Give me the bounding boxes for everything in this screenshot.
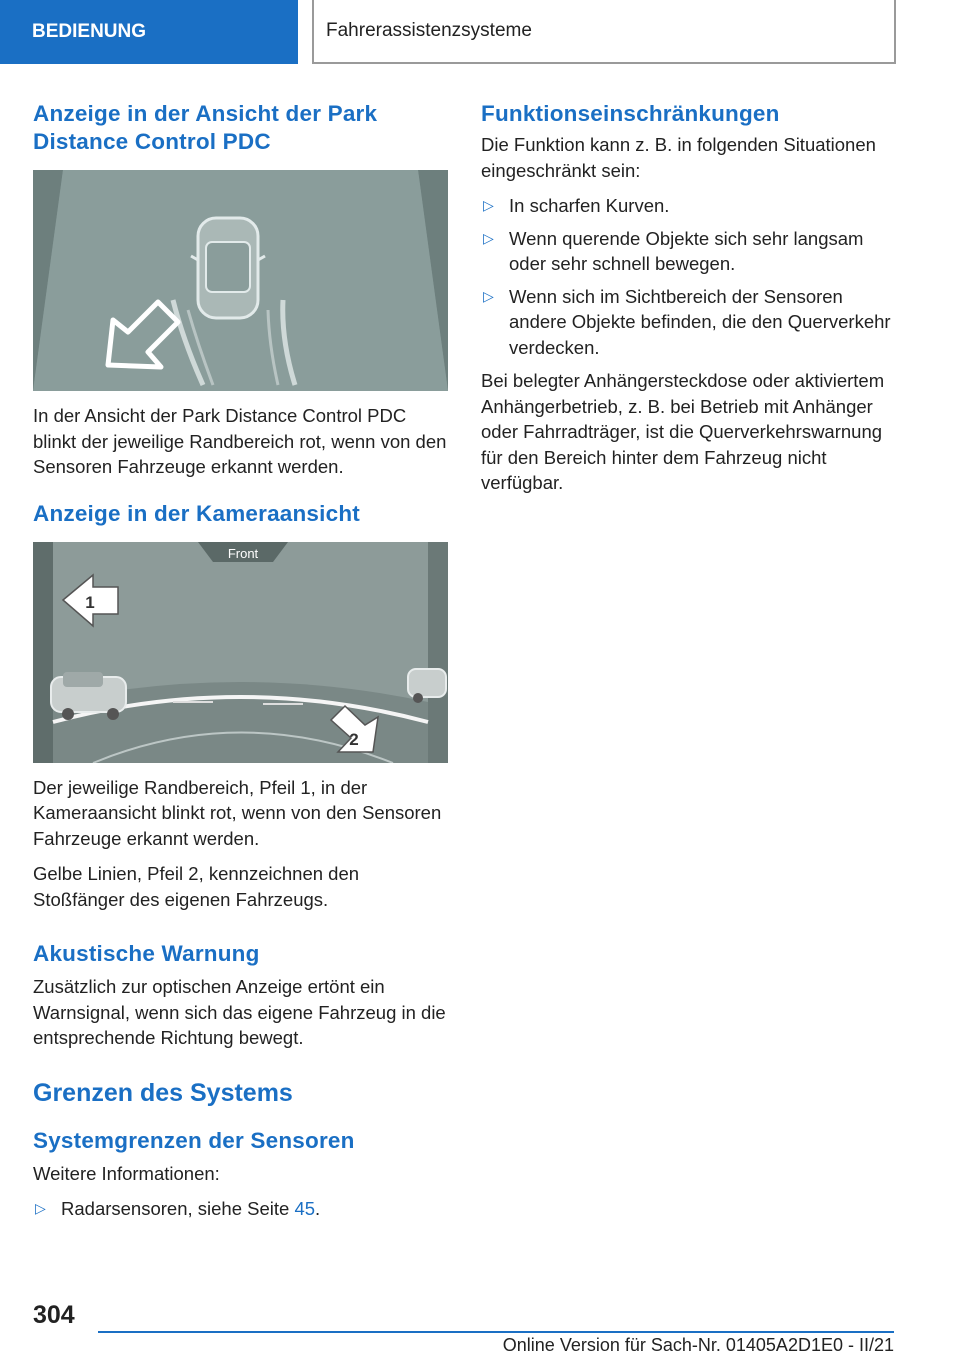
triangle-right-icon: ▷	[483, 197, 494, 213]
list-item	[481, 226, 901, 277]
page-number: 304	[33, 1301, 75, 1329]
chapter-label: Fahrerassistenzsysteme	[326, 20, 532, 41]
paragraph-acoustic: Zusätzlich zur optischen Anzeige ertönt ein Warnsignal, wenn sich das eigene Fahrzeug in die entsprechende Richtung bewegt.	[33, 976, 446, 1048]
bullet-radar-text: Radarsensoren, siehe Seite	[61, 1198, 295, 1219]
car-top-icon	[191, 218, 265, 318]
chapter-header	[312, 0, 896, 64]
heading-pdc-view: Anzeige in der Ansicht der Park Distance Control PDC	[33, 101, 378, 154]
arrow-1-label: 1	[85, 592, 95, 612]
triangle-right-icon: ▷	[35, 1200, 46, 1216]
front-label: Front	[227, 545, 259, 561]
paragraph-trailer: Bei belegter Anhängersteckdose oder aktiviertem Anhängerbetrieb, z. B. bei Betrieb mit Anhänger oder Fahrradträger, ist die Querverkehrswarnung für den Bereich hinter dem Fahrzeug nicht verfügbar.	[481, 370, 885, 493]
arrow-2-label: 2	[349, 729, 359, 749]
heading-function-restrictions: Funktionseinschränkungen	[481, 101, 780, 126]
section-tab	[0, 0, 298, 64]
car-left-icon	[51, 672, 126, 720]
bullet-text: Wenn sich im Sichtbereich der Sensoren andere Objekte befinden, die den Querverkehr verdecken.	[509, 285, 891, 358]
camera-view-illustration	[33, 542, 448, 763]
restrictions-bullet-list	[481, 193, 901, 360]
paragraph-camera-1: Der jeweilige Randbereich, Pfeil 1, in der Kameraansicht blinkt rot, wenn von den Sensoren Fahrzeuge erkannt werden.	[33, 776, 442, 849]
paragraph-more-info: Weitere Informationen:	[33, 1162, 220, 1184]
heading-system-limits: Grenzen des Systems	[33, 1078, 293, 1107]
paragraph-pdc-view: In der Ansicht der Park Distance Control PDC blinkt der jeweilige Randbereich rot, wenn von den Sensoren Fahrzeuge erkannt werden.	[33, 405, 447, 477]
bullet-text: Wenn querende Objekte sich sehr langsam oder sehr schnell bewegen.	[509, 227, 864, 274]
paragraph-camera-2: Gelbe Linien, Pfeil 2, kennzeichnen den Stoßfänger des eigenen Fahrzeugs.	[33, 863, 360, 910]
page-link-45[interactable]: 45	[294, 1198, 316, 1219]
pdc-view-illustration	[33, 170, 448, 391]
left-column	[33, 100, 449, 1230]
section-label: BEDIENUNG	[32, 21, 147, 42]
list-item	[481, 284, 901, 361]
footer-online-version: Online Version für Sach-Nr. 01405A2D1E0 - II/21	[502, 1335, 894, 1355]
right-column	[481, 100, 901, 506]
sensor-bullet-list	[33, 1196, 449, 1222]
bullet-radar-end: .	[315, 1198, 321, 1219]
heading-acoustic-warning: Akustische Warnung	[33, 941, 260, 966]
heading-camera-view: Anzeige in der Kameraansicht	[33, 500, 360, 526]
list-item	[481, 193, 901, 219]
bullet-text: In scharfen Kurven.	[509, 195, 670, 216]
triangle-right-icon: ▷	[483, 287, 494, 304]
list-item	[33, 1196, 449, 1222]
paragraph-restrictions-intro: Die Funktion kann z. B. in folgenden Situationen eingeschränkt sein:	[481, 134, 876, 181]
heading-sensor-limits: Systemgrenzen der Sensoren	[33, 1127, 355, 1153]
triangle-right-icon: ▷	[483, 229, 494, 246]
footer-divider	[98, 1331, 894, 1333]
